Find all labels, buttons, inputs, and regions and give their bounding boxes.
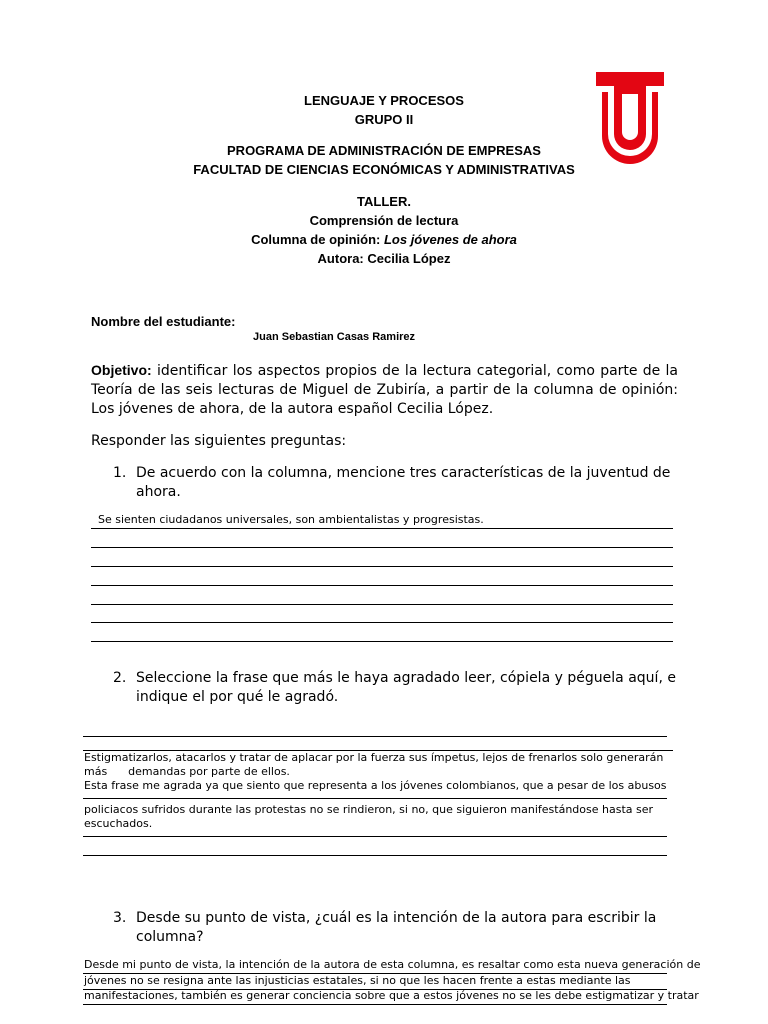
answer-line — [83, 836, 667, 837]
question-1-text: De acuerdo con la columna, mencione tres características de la juventud de ahora. — [136, 465, 671, 500]
answer-line — [91, 604, 673, 605]
answer-3-line-1: Desde mi punto de vista, la intención de la autora de esta columna, es resaltar como esta nueva generación de — [84, 958, 701, 971]
answer-line — [83, 798, 667, 799]
answer-1-text: Se sienten ciudadanos universales, son ambientalistas y progresistas. — [98, 513, 484, 526]
workshop-label: TALLER. — [357, 194, 411, 209]
answer-line — [83, 1004, 667, 1005]
answer-2-line-5: escuchados. — [84, 817, 153, 830]
answer-line — [91, 585, 673, 586]
question-2-text: Seleccione la frase que más le haya agradado leer, cópiela y péguela aquí, e indique el por qué le agradó. — [136, 670, 676, 705]
question-2-number: 2. — [113, 670, 127, 686]
group-label: GRUPO II — [354, 112, 414, 127]
column-line — [0, 232, 768, 247]
student-label: Nombre del estudiante: — [91, 314, 236, 329]
column-title: Los jóvenes de ahora — [383, 232, 517, 247]
instructions: Responder las siguientes preguntas: — [91, 433, 347, 449]
answer-line — [91, 641, 673, 642]
answer-2-line-2: más demandas por parte de ellos. — [84, 765, 290, 778]
course-title: LENGUAJE Y PROCESOS — [304, 93, 464, 108]
faculty-name: FACULTAD DE CIENCIAS ECONÓMICAS Y ADMINISTRATIVAS — [193, 162, 575, 177]
author-line: Autora: Cecilia López — [317, 251, 451, 266]
objective-label: Objetivo: — [91, 362, 152, 378]
question-3-text: Desde su punto de vista, ¿cuál es la intención de la autora para escribir la columna? — [136, 910, 657, 945]
answer-line — [91, 547, 673, 548]
answer-line — [91, 566, 673, 567]
workshop-topic: Comprensión de lectura — [309, 213, 459, 228]
answer-3-line-3: manifestaciones, también es generar conciencia sobre que a estos jóvenes no se les debe estigmatizar y tratar — [84, 989, 699, 1002]
student-name: Juan Sebastian Casas Ramirez — [253, 331, 416, 343]
answer-line — [91, 528, 673, 529]
answer-2-line-4: policiacos sufridos durante las protestas no se rindieron, si no, que siguieron manifestándose hasta ser — [84, 803, 654, 816]
answer-line — [83, 736, 667, 737]
objective-paragraph — [91, 361, 678, 419]
objective-text: identificar los aspectos propios de la lectura categorial, como parte de la Teoría de las seis lecturas de Miguel de Zubiría, a partir de la columna de opinión: Los jóvenes de ahora, de la autora español Cecilia López. — [91, 363, 679, 417]
program-name: PROGRAMA DE ADMINISTRACIÓN DE EMPRESAS — [227, 143, 541, 158]
answer-2-line-3: Esta frase me agrada ya que siento que representa a los jóvenes colombianos, que a pesar de los abusos — [84, 779, 667, 792]
answer-line — [91, 622, 673, 623]
answer-2-line-1: Estigmatizarlos, atacarlos y tratar de aplacar por la fuerza sus ímpetus, lejos de frenarlos solo generarán — [84, 751, 664, 764]
question-1-number: 1. — [113, 465, 127, 481]
answer-line — [83, 855, 667, 856]
question-3-number: 3. — [113, 910, 127, 926]
column-label: Columna de opinión: — [251, 232, 381, 247]
answer-3-line-2: jóvenes no se resigna ante las injusticias estatales, si no que les hacen frente a estas mediante las — [84, 974, 631, 987]
